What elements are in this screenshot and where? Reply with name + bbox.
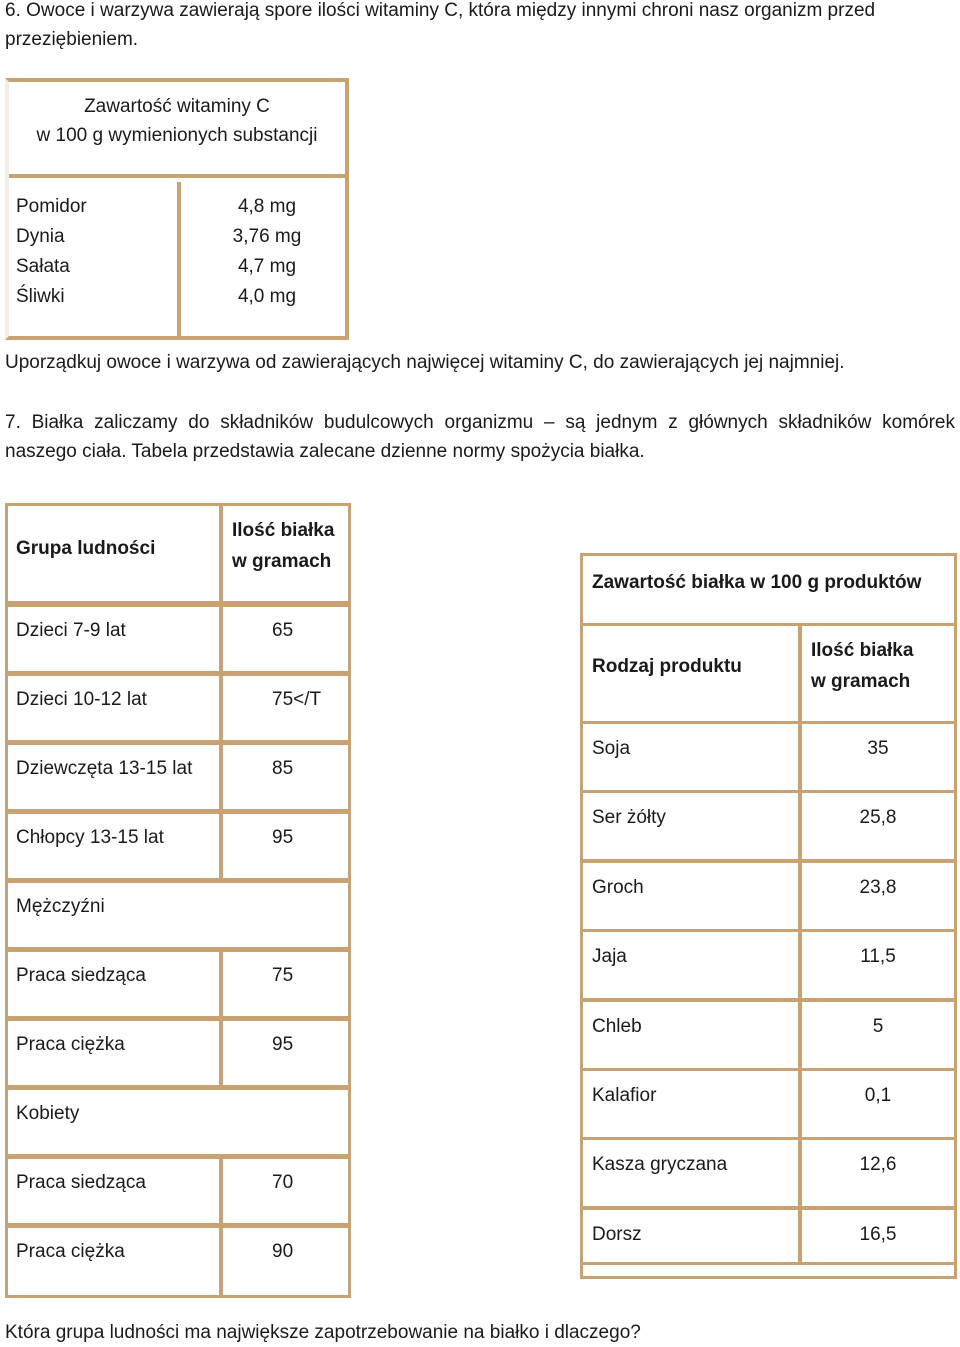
vitamin-c-name: Dynia — [16, 226, 65, 247]
norms-row-amount: 95 — [272, 1034, 294, 1055]
vitamin-c-values-column — [185, 182, 349, 336]
products-row-product: Jaja — [592, 946, 627, 967]
vitamin-c-value: 4,0 mg — [237, 286, 297, 307]
norms-row-section — [5, 880, 351, 950]
norms-header-group — [5, 503, 222, 604]
products-title: Zawartość białka w 100 g produktów — [592, 572, 922, 593]
products-title-cell — [580, 553, 957, 626]
products-row-product: Soja — [592, 738, 631, 759]
products-row-amount-cell — [799, 1137, 957, 1209]
q6-task: Uporządkuj owoce i warzywa od zawierających najwięcej witaminy C, do zawierających jej najmniej. — [5, 352, 845, 373]
vitamin-c-value: 4,7 mg — [237, 256, 297, 277]
norms-row-amount-cell — [220, 742, 351, 812]
products-row-product-cell — [580, 790, 801, 862]
norms-row-amount-cell — [220, 1018, 351, 1088]
norms-row-amount-cell — [220, 1156, 351, 1226]
vitamin-c-value: 4,8 mg — [237, 196, 297, 217]
norms-header-group-label: Grupa ludności — [16, 538, 156, 559]
products-row-amount-cell — [799, 1207, 957, 1265]
norms-row-group-cell — [5, 1018, 222, 1088]
norms-row-amount-cell — [220, 604, 351, 674]
products-header-product-label: Rodzaj produktu — [592, 656, 742, 677]
products-row-amount: 0,1 — [864, 1085, 892, 1106]
vitamin-c-table — [5, 78, 349, 340]
norms-header-amount-line2: w gramach — [232, 551, 332, 572]
norms-row-section — [5, 1087, 351, 1157]
norms-row-amount: 75</T — [272, 689, 322, 710]
q6-intro: 6. Owoce i warzywa zawierają spore ilości witaminy C, która między innymi chroni nasz organizm przed przeziębieniem. — [5, 0, 876, 50]
vitamin-c-title-line1: Zawartość witaminy C — [84, 96, 270, 117]
products-header-amount — [799, 623, 957, 724]
vitamin-c-name: Śliwki — [16, 286, 65, 307]
q7-intro: 7. Białka zaliczamy do składników budulcowych organizmu – są jednym z głównych składników komórek naszego ciała. Tabela przedstawia zalecane dzienne normy spożycia białka. — [5, 412, 955, 462]
products-row-product-cell — [580, 999, 801, 1071]
norms-row-group-cell — [5, 949, 222, 1019]
products-row-product: Chleb — [592, 1016, 642, 1037]
products-row-product-cell — [580, 1068, 801, 1140]
norms-header-amount — [220, 503, 351, 604]
products-row-amount: 12,6 — [859, 1154, 897, 1175]
products-header-product — [580, 623, 801, 724]
products-row-product-cell — [580, 1137, 801, 1209]
norms-row-group: Dzieci 10-12 lat — [16, 689, 147, 710]
norms-row-group: Kobiety — [16, 1103, 80, 1124]
norms-row-amount: 65 — [272, 620, 294, 641]
norms-row-group: Chłopcy 13-15 lat — [16, 827, 164, 848]
norms-row-group: Dziewczęta 13-15 lat — [16, 758, 193, 779]
vitamin-c-name: Sałata — [16, 256, 70, 277]
products-row-amount-cell — [799, 929, 957, 1001]
products-row-product: Dorsz — [592, 1224, 642, 1245]
products-row-product: Kasza gryczana — [592, 1154, 728, 1175]
products-row-product: Kalafior — [592, 1085, 657, 1106]
vitamin-c-title-line2: w 100 g wymienionych substancji — [36, 125, 318, 146]
norms-row-group-cell — [5, 1156, 222, 1226]
products-row-amount: 5 — [872, 1016, 884, 1037]
norms-row-amount: 85 — [272, 758, 294, 779]
norms-row-group-cell — [5, 742, 222, 812]
products-row-product: Groch — [592, 877, 644, 898]
products-row-amount-cell — [799, 999, 957, 1071]
products-row-amount: 35 — [867, 738, 889, 759]
products-row-product-cell — [580, 929, 801, 1001]
norms-row-group-cell — [5, 1225, 222, 1298]
products-row-amount: 16,5 — [859, 1224, 897, 1245]
vitamin-c-names-column — [9, 182, 181, 336]
norms-row-group: Praca ciężka — [16, 1241, 125, 1262]
norms-row-group: Praca siedząca — [16, 965, 146, 986]
products-row-amount-cell — [799, 790, 957, 862]
products-row-amount-cell — [799, 721, 957, 793]
products-row-amount-cell — [799, 1068, 957, 1140]
norms-row-amount-cell — [220, 949, 351, 1019]
products-row-amount: 25,8 — [859, 807, 897, 828]
norms-row-group: Dzieci 7-9 lat — [16, 620, 126, 641]
products-row-amount-cell — [799, 860, 957, 932]
norms-row-amount: 95 — [272, 827, 294, 848]
norms-row-group-cell — [5, 673, 222, 743]
products-row-product-cell — [580, 860, 801, 932]
norms-header-amount-line1: Ilość białka — [232, 520, 335, 541]
norms-row-group: Praca siedząca — [16, 1172, 146, 1193]
vitamin-c-value: 3,76 mg — [232, 226, 302, 247]
q7-question: Która grupa ludności ma największe zapotrzebowanie na białko i dlaczego? — [5, 1322, 641, 1343]
products-row-product-cell — [580, 1207, 801, 1265]
products-header-amount-line2: w gramach — [811, 671, 911, 692]
vitamin-c-name: Pomidor — [16, 196, 87, 217]
norms-row-amount-cell — [220, 673, 351, 743]
norms-row-amount-cell — [220, 811, 351, 881]
products-row-amount: 11,5 — [860, 946, 896, 967]
products-row-product: Ser żółty — [592, 807, 666, 828]
products-row-amount: 23,8 — [859, 877, 897, 898]
norms-row-group-cell — [5, 604, 222, 674]
norms-row-group-cell — [5, 811, 222, 881]
norms-row-amount: 70 — [272, 1172, 294, 1193]
vitamin-c-table-title — [9, 82, 345, 178]
norms-row-group: Praca ciężka — [16, 1034, 125, 1055]
norms-row-amount: 75 — [272, 965, 294, 986]
norms-row-group: Mężczyźni — [16, 896, 105, 917]
products-header-amount-line1: Ilość białka — [811, 640, 914, 661]
products-row-product-cell — [580, 721, 801, 793]
norms-row-amount-cell — [220, 1225, 351, 1298]
norms-row-amount: 90 — [272, 1241, 294, 1262]
